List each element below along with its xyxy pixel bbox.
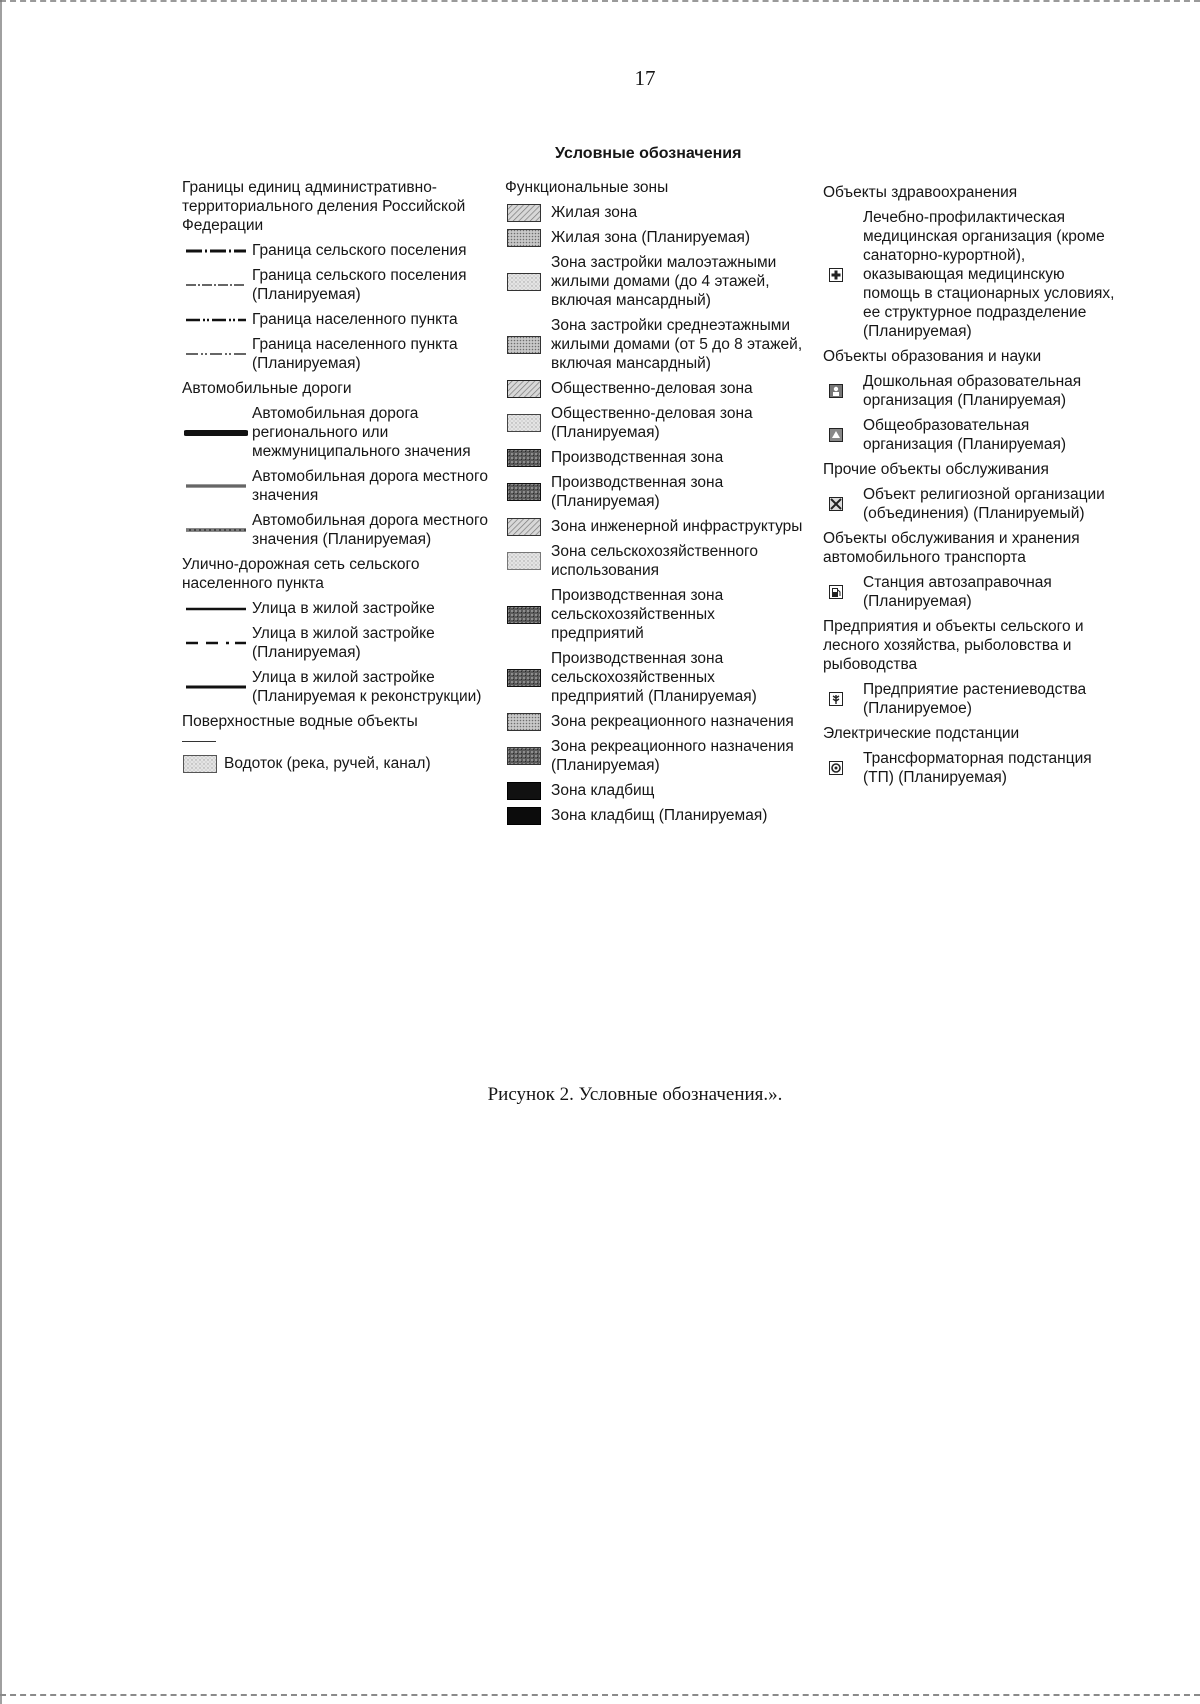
other-services-heading: Прочие объекты обслуживания xyxy=(823,461,1049,478)
legend-item xyxy=(505,806,805,825)
scan-edge-top xyxy=(0,0,1200,5)
planned-public-business-zone-swatch-icon xyxy=(505,414,543,432)
local-road-line-icon xyxy=(182,482,250,490)
legend-item-label: Производственная зона xyxy=(551,449,724,466)
electric-heading: Электрические подстанции xyxy=(823,725,1020,742)
legend-item-label: Улица в жилой застройке (Планируемая) xyxy=(252,625,435,661)
legend-item xyxy=(823,372,1123,410)
legend-item xyxy=(182,511,512,549)
legend-item xyxy=(505,448,805,467)
legend-item-label: Зона застройки малоэтажными жилыми домами (до 4 этажей, включая мансардный) xyxy=(551,254,777,309)
legend-item xyxy=(505,253,805,310)
legend-item-label: Жилая зона (Планируемая) xyxy=(551,229,751,246)
legend-item xyxy=(505,404,805,442)
boundaries-heading: Границы единиц административно-территориального деления Российской Федерации xyxy=(182,179,466,234)
rural-settlement-boundary-line-icon xyxy=(182,247,250,255)
zones-heading: Функциональные зоны xyxy=(505,179,669,196)
legend-item-label: Зона инженерной инфраструктуры xyxy=(551,518,803,535)
legend-item-label: Предприятие растениеводства (Планируемое) xyxy=(863,681,1087,717)
legend-item xyxy=(505,542,805,580)
kindergarten-icon xyxy=(827,384,845,398)
legend-item-label: Улица в жилой застройке xyxy=(252,600,435,617)
legend-item-label: Общественно-деловая зона (Планируемая) xyxy=(551,405,753,441)
legend-item xyxy=(505,517,805,536)
legend-item xyxy=(182,754,512,773)
legend-item xyxy=(182,624,512,662)
scan-edge-bottom xyxy=(0,1694,1200,1699)
legend-item-label: Граница сельского поселения xyxy=(252,242,467,259)
legend-column-middle xyxy=(505,178,805,831)
agriculture-heading: Предприятия и объекты сельского и лесного хозяйства, рыболовства и рыбоводства xyxy=(823,618,1084,673)
public-business-zone-swatch-icon xyxy=(505,380,543,398)
legend-item-label: Граница населенного пункта (Планируемая) xyxy=(252,336,458,372)
planned-residential-street-line-icon xyxy=(182,639,250,647)
school-icon xyxy=(827,428,845,442)
planned-local-road-line-icon xyxy=(182,526,250,534)
legend-item xyxy=(505,649,805,706)
legend-item xyxy=(823,416,1123,454)
legend-item-label: Зона кладбищ (Планируемая) xyxy=(551,807,768,824)
legend-item xyxy=(182,599,512,618)
legend-item xyxy=(182,266,512,304)
legend-item xyxy=(182,241,512,260)
transformer-substation-icon xyxy=(827,761,845,775)
water-heading: Поверхностные водные объекты xyxy=(182,713,418,730)
legend-item-label: Станция автозаправочная (Планируемая) xyxy=(863,574,1052,610)
locality-boundary-line-icon xyxy=(182,316,250,324)
legend-item xyxy=(823,573,1123,611)
recreation-zone-swatch-icon xyxy=(505,713,543,731)
legend-item xyxy=(505,473,805,511)
legend-item-label: Общеобразовательная организация (Планируемая) xyxy=(863,417,1067,453)
legend-item xyxy=(505,228,805,247)
legend-item-label: Автомобильная дорога местного значения xyxy=(252,468,488,504)
industrial-zone-swatch-icon xyxy=(505,449,543,467)
legend-title: Условные обозначения xyxy=(555,145,742,162)
agricultural-enterprise-zone-swatch-icon xyxy=(505,606,543,624)
education-heading: Объекты образования и науки xyxy=(823,348,1042,365)
legend-item xyxy=(505,379,805,398)
legend-item-label: Общественно-деловая зона xyxy=(551,380,753,397)
legend-item-label: Производственная зона (Планируемая) xyxy=(551,474,724,510)
legend-item xyxy=(182,668,512,706)
reconstruction-street-line-icon xyxy=(182,683,250,691)
legend-item-label: Улица в жилой застройке (Планируемая к реконструкции) xyxy=(252,669,482,705)
page-number: 17 xyxy=(634,66,656,90)
crop-enterprise-icon xyxy=(827,692,845,706)
legend-item xyxy=(823,749,1123,787)
gas-station-icon xyxy=(827,585,845,599)
figure-caption: Рисунок 2. Условные обозначения.». xyxy=(487,1084,783,1105)
legend-column-left xyxy=(182,178,512,779)
legend-item xyxy=(182,404,512,461)
legend-item xyxy=(505,316,805,373)
religious-object-icon xyxy=(827,497,845,511)
planned-agricultural-enterprise-zone-swatch-icon xyxy=(505,669,543,687)
planned-locality-boundary-line-icon xyxy=(182,350,250,358)
water-divider xyxy=(182,741,216,742)
legend-item xyxy=(182,335,512,373)
legend-item-label: Объект религиозной организации (объединения) (Планируемый) xyxy=(863,486,1105,522)
scan-edge-left xyxy=(0,0,5,1704)
legend-item-label: Производственная зона сельскохозяйственных предприятий (Планируемая) xyxy=(551,650,757,705)
streets-heading: Улично-дорожная сеть сельского населенного пункта xyxy=(182,556,420,592)
planned-recreation-zone-swatch-icon xyxy=(505,747,543,765)
residential-zone-swatch-icon xyxy=(505,204,543,222)
legend-item-label: Автомобильная дорога местного значения (Планируемая) xyxy=(252,512,488,548)
legend-item-label: Лечебно-профилактическая медицинская организация (кроме санаторно-курортной), оказывающая медицинскую помощь в стационарных условиях, ее структурное подразделение (Планируемая) xyxy=(863,209,1115,340)
legend-item-label: Зона сельскохозяйственного использования xyxy=(551,543,758,579)
legend-item-label: Зона рекреационного назначения xyxy=(551,713,794,730)
hospital-icon xyxy=(827,268,845,282)
legend-item xyxy=(182,467,512,505)
legend-item xyxy=(505,203,805,222)
legend-item-label: Автомобильная дорога регионального или межмуниципального значения xyxy=(252,405,471,460)
legend-item xyxy=(182,310,512,329)
legend-item-label: Дошкольная образовательная организация (Планируемая) xyxy=(863,373,1082,409)
legend-item-label: Зона кладбищ xyxy=(551,782,655,799)
health-heading: Объекты здравоохранения xyxy=(823,184,1018,201)
mid-rise-zone-swatch-icon xyxy=(505,336,543,354)
legend-item xyxy=(505,712,805,731)
planned-cemetery-zone-swatch-icon xyxy=(505,807,543,825)
legend-item xyxy=(823,680,1123,718)
planned-rural-settlement-boundary-line-icon xyxy=(182,281,250,289)
engineering-zone-swatch-icon xyxy=(505,518,543,536)
planned-industrial-zone-swatch-icon xyxy=(505,483,543,501)
agricultural-use-zone-swatch-icon xyxy=(505,552,543,570)
legend-column-right xyxy=(823,183,1123,793)
transport-services-heading: Объекты обслуживания и хранения автомобильного транспорта xyxy=(823,530,1080,566)
residential-street-line-icon xyxy=(182,605,250,613)
watercourse-swatch-icon xyxy=(182,755,218,773)
legend-item-label: Трансформаторная подстанция (ТП) (Планируемая) xyxy=(863,750,1092,786)
legend-item-label: Производственная зона сельскохозяйственных предприятий xyxy=(551,587,724,642)
legend-item-label: Зона рекреационного назначения (Планируемая) xyxy=(551,738,794,774)
legend-item-label: Водоток (река, ручей, канал) xyxy=(224,755,431,772)
legend-item xyxy=(505,737,805,775)
roads-heading: Автомобильные дороги xyxy=(182,380,352,397)
legend-item-label: Граница населенного пункта xyxy=(252,311,458,328)
planned-residential-zone-swatch-icon xyxy=(505,229,543,247)
legend-item-label: Граница сельского поселения (Планируемая) xyxy=(252,267,467,303)
legend-item-label: Зона застройки среднеэтажными жилыми домами (от 5 до 8 этажей, включая мансардный) xyxy=(551,317,803,372)
legend-item xyxy=(823,208,1123,341)
legend-item xyxy=(823,485,1123,523)
legend-item xyxy=(505,586,805,643)
cemetery-zone-swatch-icon xyxy=(505,782,543,800)
regional-road-line-icon xyxy=(182,428,250,438)
low-rise-zone-swatch-icon xyxy=(505,273,543,291)
legend-item xyxy=(505,781,805,800)
legend-item-label: Жилая зона xyxy=(551,204,638,221)
